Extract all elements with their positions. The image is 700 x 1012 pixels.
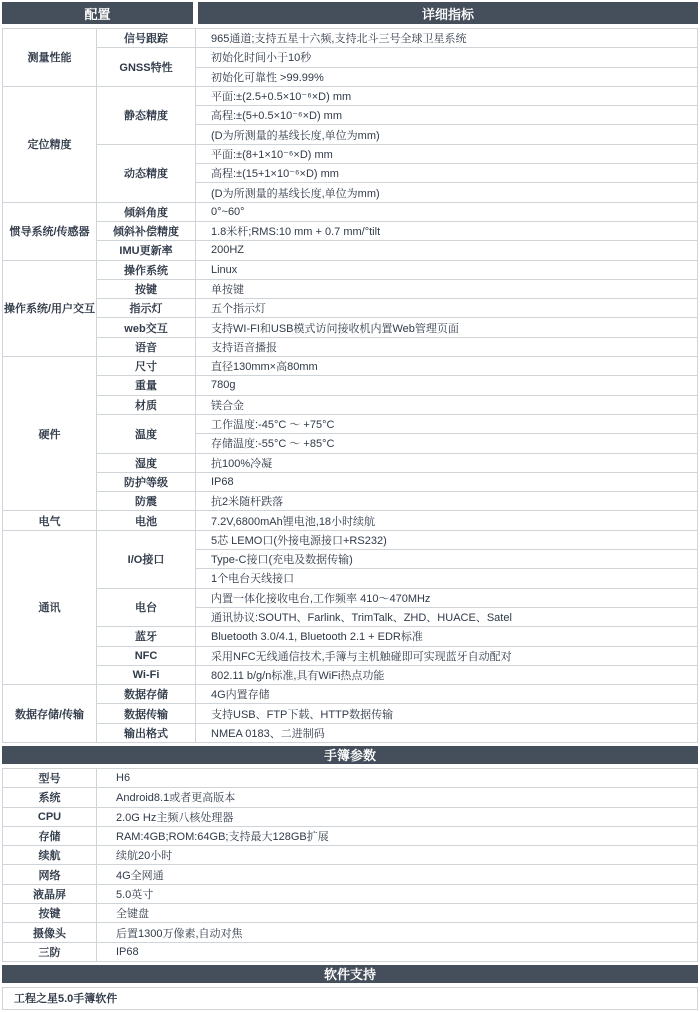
handbook-label-cell: 液晶屏 [3, 884, 97, 903]
spec-item-cell: Wi-Fi [97, 665, 196, 684]
spec-item-cell: 静态精度 [97, 86, 196, 144]
spec-item-cell: 数据传输 [97, 704, 196, 723]
handbook-label-cell: 系统 [3, 788, 97, 807]
handbook-label-cell: 摄像头 [3, 923, 97, 942]
spec-group-cell: 通讯 [3, 530, 97, 684]
header-detail-label: 详细指标 [198, 2, 698, 24]
spec-item-cell: 信号跟踪 [97, 29, 196, 48]
spec-value-cell: 高程:±(5+0.5×10⁻⁶×D) mm [196, 106, 698, 125]
spec-value-cell: 存储温度:-55°C ～ +85°C [196, 434, 698, 453]
spec-value-cell: 支持WI-FI和USB模式访问接收机内置Web管理页面 [196, 318, 698, 337]
spec-value-cell: 0°~60° [196, 202, 698, 221]
handbook-row [3, 865, 698, 884]
spec-value-cell: 单按键 [196, 279, 698, 298]
spec-item-cell: web交互 [97, 318, 196, 337]
spec-value-cell: Bluetooth 3.0/4.1, Bluetooth 2.1 + EDR标准 [196, 627, 698, 646]
spec-item-cell: I/O接口 [97, 530, 196, 588]
spec-row [3, 453, 698, 472]
spec-group-cell: 操作系统/用户交互 [3, 260, 97, 356]
spec-row [3, 318, 698, 337]
spec-value-cell: 内置一体化接收电台,工作频率 410～470MHz [196, 588, 698, 607]
handbook-value-cell: RAM:4GB;ROM:64GB;支持最大128GB扩展 [97, 826, 698, 845]
spec-value-cell: 780g [196, 376, 698, 395]
software-item-label: 工程之星5.0手簿软件 [3, 987, 698, 1009]
spec-row [3, 530, 698, 549]
handbook-label-cell: 存储 [3, 826, 97, 845]
spec-row [3, 414, 698, 433]
handbook-value-cell: 续航20小时 [97, 846, 698, 865]
spec-row [3, 395, 698, 414]
spec-value-cell: Type-C接口(充电及数据传输) [196, 550, 698, 569]
handbook-label-cell: CPU [3, 807, 97, 826]
handbook-value-cell: IP68 [97, 942, 698, 961]
spec-value-cell: 1.8米杆;RMS:10 mm + 0.7 mm/°tilt [196, 221, 698, 240]
handbook-row [3, 904, 698, 923]
spec-item-cell: 操作系统 [97, 260, 196, 279]
spec-row [3, 299, 698, 318]
handbook-section-bar: 手簿参数 [2, 746, 698, 764]
spec-row [3, 337, 698, 356]
spec-value-cell: 802.11 b/g/n标准,具有WiFi热点功能 [196, 665, 698, 684]
spec-row [3, 221, 698, 240]
spec-row [3, 279, 698, 298]
spec-item-cell: 指示灯 [97, 299, 196, 318]
handbook-label-cell: 型号 [3, 768, 97, 787]
spec-row [3, 472, 698, 491]
handbook-value-cell: 5.0英寸 [97, 884, 698, 903]
spec-value-cell: 直径130mm×高80mm [196, 357, 698, 376]
spec-item-cell: 防震 [97, 492, 196, 511]
software-table [2, 987, 698, 1010]
spec-value-cell: 7.2V,6800mAh锂电池,18小时续航 [196, 511, 698, 530]
spec-item-cell: 重量 [97, 376, 196, 395]
spec-row [3, 627, 698, 646]
spec-row [3, 511, 698, 530]
spec-value-cell: 平面:±(2.5+0.5×10⁻⁶×D) mm [196, 86, 698, 105]
main-header-bar [2, 2, 698, 24]
spec-row [3, 48, 698, 67]
spec-value-cell: 平面:±(8+1×10⁻⁶×D) mm [196, 144, 698, 163]
software-section-bar: 软件支持 [2, 965, 698, 983]
spec-item-cell: 材质 [97, 395, 196, 414]
spec-item-cell: 语音 [97, 337, 196, 356]
spec-value-cell: 采用NFC无线通信技术,手簿与主机触碰即可实现蓝牙自动配对 [196, 646, 698, 665]
spec-group-cell: 惯导系统/传感器 [3, 202, 97, 260]
handbook-value-cell: 4G全网通 [97, 865, 698, 884]
spec-value-cell: 高程:±(15+1×10⁻⁶×D) mm [196, 164, 698, 183]
spec-row [3, 723, 698, 742]
spec-row [3, 260, 698, 279]
spec-group-cell: 硬件 [3, 357, 97, 511]
spec-item-cell: 倾斜角度 [97, 202, 196, 221]
spec-value-cell: IP68 [196, 472, 698, 491]
handbook-value-cell: 2.0G Hz主频八核处理器 [97, 807, 698, 826]
handbook-value-cell: 后置1300万像素,自动对焦 [97, 923, 698, 942]
spec-value-cell: 初始化时间小于10秒 [196, 48, 698, 67]
spec-item-cell: IMU更新率 [97, 241, 196, 260]
spec-value-cell: 工作温度:-45°C ～ +75°C [196, 414, 698, 433]
spec-item-cell: 倾斜补偿精度 [97, 221, 196, 240]
spec-row [3, 704, 698, 723]
spec-item-cell: 按键 [97, 279, 196, 298]
header-config-label: 配置 [2, 2, 193, 24]
spec-item-cell: 电池 [97, 511, 196, 530]
spec-group-cell: 定位精度 [3, 86, 97, 202]
handbook-row [3, 846, 698, 865]
handbook-row [3, 788, 698, 807]
spec-row [3, 492, 698, 511]
spec-row [3, 665, 698, 684]
spec-row [3, 202, 698, 221]
handbook-row [3, 884, 698, 903]
spec-item-cell: 数据存储 [97, 685, 196, 704]
spec-value-cell: 支持语音播报 [196, 337, 698, 356]
handbook-row [3, 768, 698, 787]
spec-value-cell: 5芯 LEMO口(外接电源接口+RS232) [196, 530, 698, 549]
spec-value-cell: Linux [196, 260, 698, 279]
spec-item-cell: 输出格式 [97, 723, 196, 742]
handbook-row [3, 826, 698, 845]
spec-value-cell: (D为所测量的基线长度,单位为mm) [196, 183, 698, 202]
spec-item-cell: 温度 [97, 414, 196, 453]
spec-row [3, 376, 698, 395]
spec-item-cell: 湿度 [97, 453, 196, 472]
handbook-table-body [3, 768, 698, 961]
spec-row [3, 685, 698, 704]
spec-item-cell: NFC [97, 646, 196, 665]
spec-value-cell: 初始化可靠性 >99.99% [196, 67, 698, 86]
spec-item-cell: GNSS特性 [97, 48, 196, 87]
handbook-value-cell: H6 [97, 768, 698, 787]
spec-row [3, 29, 698, 48]
handbook-row [3, 807, 698, 826]
spec-group-cell: 测量性能 [3, 29, 97, 87]
spec-value-cell: 镁合金 [196, 395, 698, 414]
spec-row [3, 646, 698, 665]
handbook-label-cell: 三防 [3, 942, 97, 961]
handbook-value-cell: 全键盘 [97, 904, 698, 923]
spec-value-cell: 200HZ [196, 241, 698, 260]
handbook-label-cell: 续航 [3, 846, 97, 865]
spec-table-body [3, 29, 698, 743]
spec-item-cell: 尺寸 [97, 357, 196, 376]
spec-value-cell: 抗100%冷凝 [196, 453, 698, 472]
spec-group-cell: 电气 [3, 511, 97, 530]
handbook-table [2, 768, 698, 962]
spec-value-cell: 抗2米随杆跌落 [196, 492, 698, 511]
spec-item-cell: 电台 [97, 588, 196, 627]
spec-group-cell: 数据存储/传输 [3, 685, 97, 743]
spec-item-cell: 动态精度 [97, 144, 196, 202]
spec-value-cell: 支持USB、FTP下载、HTTP数据传输 [196, 704, 698, 723]
spec-value-cell: 1个电台天线接口 [196, 569, 698, 588]
spec-item-cell: 防护等级 [97, 472, 196, 491]
spec-value-cell: 4G内置存储 [196, 685, 698, 704]
handbook-row [3, 942, 698, 961]
spec-row [3, 241, 698, 260]
spec-row [3, 357, 698, 376]
spec-item-cell: 蓝牙 [97, 627, 196, 646]
handbook-label-cell: 网络 [3, 865, 97, 884]
spec-row [3, 86, 698, 105]
spec-row [3, 144, 698, 163]
spec-value-cell: 通讯协议:SOUTH、Farlink、TrimTalk、ZHD、HUACE、Satel [196, 607, 698, 626]
spec-value-cell: 965通道;支持五星十六频,支持北斗三号全球卫星系统 [196, 29, 698, 48]
spec-value-cell: (D为所测量的基线长度,单位为mm) [196, 125, 698, 144]
handbook-row [3, 923, 698, 942]
software-row [3, 987, 698, 1009]
spec-table [2, 28, 698, 743]
spec-value-cell: 五个指示灯 [196, 299, 698, 318]
spec-row [3, 588, 698, 607]
handbook-value-cell: Android8.1或者更高版本 [97, 788, 698, 807]
handbook-label-cell: 按键 [3, 904, 97, 923]
spec-value-cell: NMEA 0183、二进制码 [196, 723, 698, 742]
